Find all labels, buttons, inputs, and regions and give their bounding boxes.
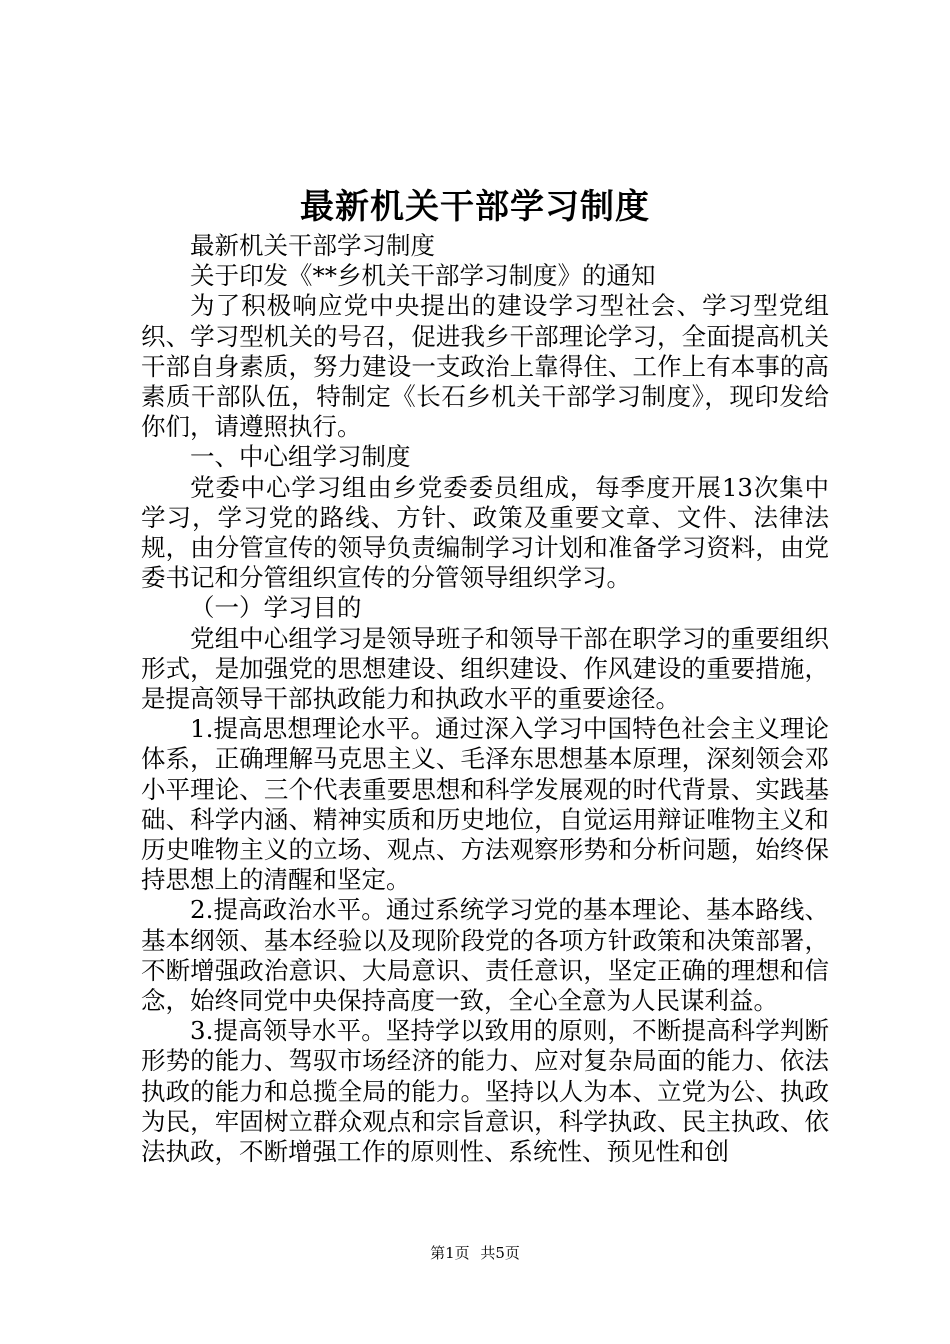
paragraph-section-body: 党委中心学习组由乡党委委员组成，每季度开展13次集中学习，学习党的路线、方针、政策及重要文章、文件、法律法规，由分管宣传的领导负责编制学习计划和准备学习资料，由党委书记和分管组织宣传的分管领导组织学习。 — [141, 472, 829, 593]
list-item: 1.提高思想理论水平。通过深入学习中国特色社会主义理论体系，正确理解马克思主义、毛泽东思想基本原理，深刻领会邓小平理论、三个代表重要思想和科学发展观的时代背景、实践基础、科学内涵、精神实质和历史地位，自觉运用辩证唯物主义和历史唯物主义的立场、观点、方法观察形势和分析问题，始终保持思想上的清醒和坚定。 — [141, 714, 829, 895]
subsection-heading: （一）学习目的 — [190, 593, 362, 623]
list-item: 3.提高领导水平。坚持学以致用的原则，不断提高科学判断形势的能力、驾驭市场经济的能力、应对复杂局面的能力、依法执政的能力和总揽全局的能力。坚持以人为本、立党为公、执政为民，牢固树立群众观点和宗旨意识，科学执政、民主执政、依法执政，不断增强工作的原则性、系统性、预见性和创 — [141, 1016, 829, 1167]
paragraph-subtitle: 最新机关干部学习制度 — [190, 231, 435, 260]
paragraph-intro: 为了积极响应党中央提出的建设学习型社会、学习型党组织、学习型机关的号召，促进我乡干部理论学习，全面提高机关干部自身素质，努力建设一支政治上靠得住、工作上有本事的高素质干部队伍，特制定《长石乡机关干部学习制度》，现印发给你们，请遵照执行。 — [141, 291, 829, 442]
list-item: 2.提高政治水平。通过系统学习党的基本理论、基本路线、基本纲领、基本经验以及现阶段党的各项方针政策和决策部署，不断增强政治意识、大局意识、责任意识，坚定正确的理想和信念，始终同党中央保持高度一致，全心全意为人民谋利益。 — [141, 895, 829, 1016]
document-title: 最新机关干部学习制度 — [300, 187, 650, 227]
paragraph-notice-title: 关于印发《**乡机关干部学习制度》的通知 — [190, 261, 656, 291]
section-heading: 一、中心组学习制度 — [190, 442, 411, 472]
page-footer: 第1页 共5页 — [430, 1244, 520, 1262]
paragraph-purpose: 党组中心组学习是领导班子和领导干部在职学习的重要组织形式，是加强党的思想建设、组织建设、作风建设的重要措施，是提高领导干部执政能力和执政水平的重要途径。 — [141, 623, 829, 714]
document-body — [141, 231, 829, 1167]
